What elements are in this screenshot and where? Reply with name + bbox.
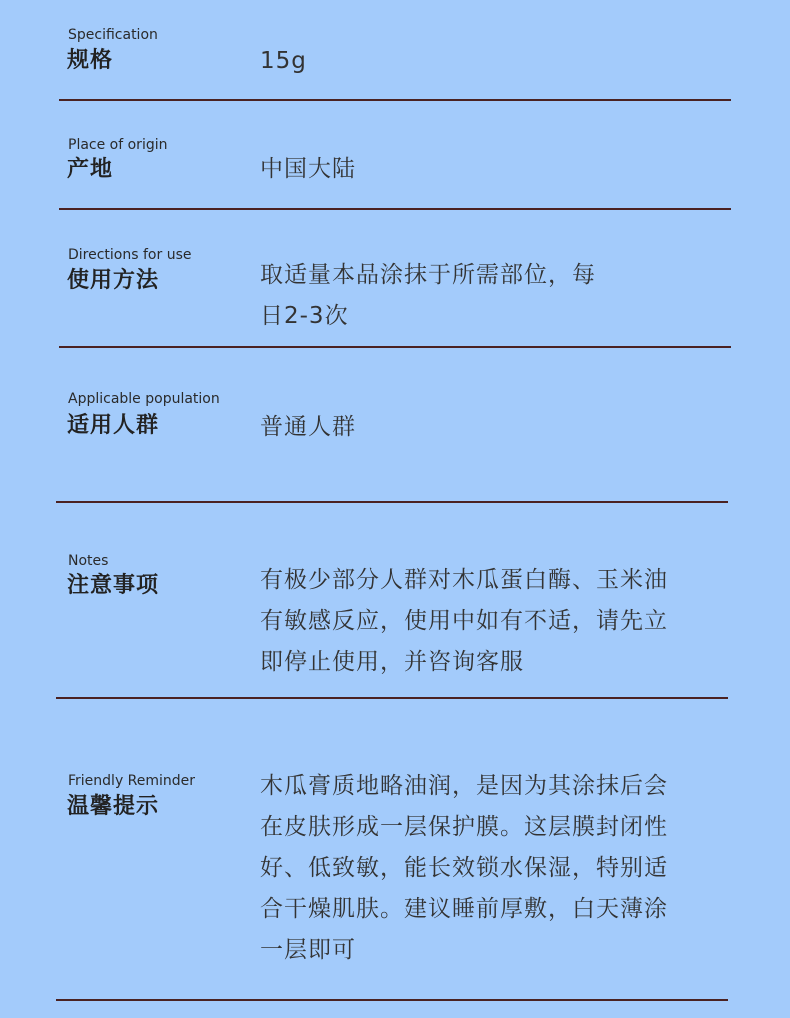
label-cn: 规格 (67, 48, 114, 73)
value-line: 有敏感反应，使用中如有不适，请先立 (260, 608, 668, 634)
label-en: Specification (68, 27, 158, 43)
divider (56, 501, 728, 503)
label-cn: 注意事项 (67, 573, 160, 598)
value-line: 有极少部分人群对木瓜蛋白酶、玉米油 (260, 567, 668, 593)
label-cn: 适用人群 (67, 413, 160, 438)
label-cn: 产地 (67, 157, 114, 182)
divider (59, 99, 731, 101)
value-text (260, 255, 596, 337)
divider (59, 346, 731, 348)
value-text (260, 412, 356, 442)
divider (59, 208, 731, 210)
value-line: 木瓜膏质地略油润，是因为其涂抹后会 (260, 773, 668, 799)
value-line: 在皮肤形成一层保护膜。这层膜封闭性 (260, 814, 668, 840)
value-text (260, 46, 307, 76)
value-line: 好、低致敏，能长效锁水保湿，特别适 (260, 855, 668, 881)
label-en: Applicable population (68, 391, 220, 407)
value-line: 合干燥肌肤。建议睡前厚敷，白天薄涂 (260, 896, 668, 922)
value-text (260, 766, 668, 971)
value-line: 日2-3次 (260, 303, 349, 329)
label-cn: 温馨提示 (67, 794, 160, 819)
value-text (260, 154, 356, 184)
value-text (260, 560, 668, 683)
value-line: 取适量本品涂抹于所需部位，每 (260, 262, 596, 288)
label-en: Directions for use (68, 247, 192, 263)
label-cn: 使用方法 (67, 268, 160, 293)
value-line: 一层即可 (260, 937, 356, 963)
value-line: 15g (260, 48, 307, 74)
divider (56, 999, 728, 1001)
label-en: Notes (68, 553, 109, 569)
value-line: 即停止使用，并咨询客服 (260, 649, 524, 675)
divider (56, 697, 728, 699)
value-line: 普通人群 (260, 414, 356, 440)
value-line: 中国大陆 (260, 156, 356, 182)
label-en: Place of origin (68, 137, 168, 153)
label-en: Friendly Reminder (68, 773, 196, 789)
